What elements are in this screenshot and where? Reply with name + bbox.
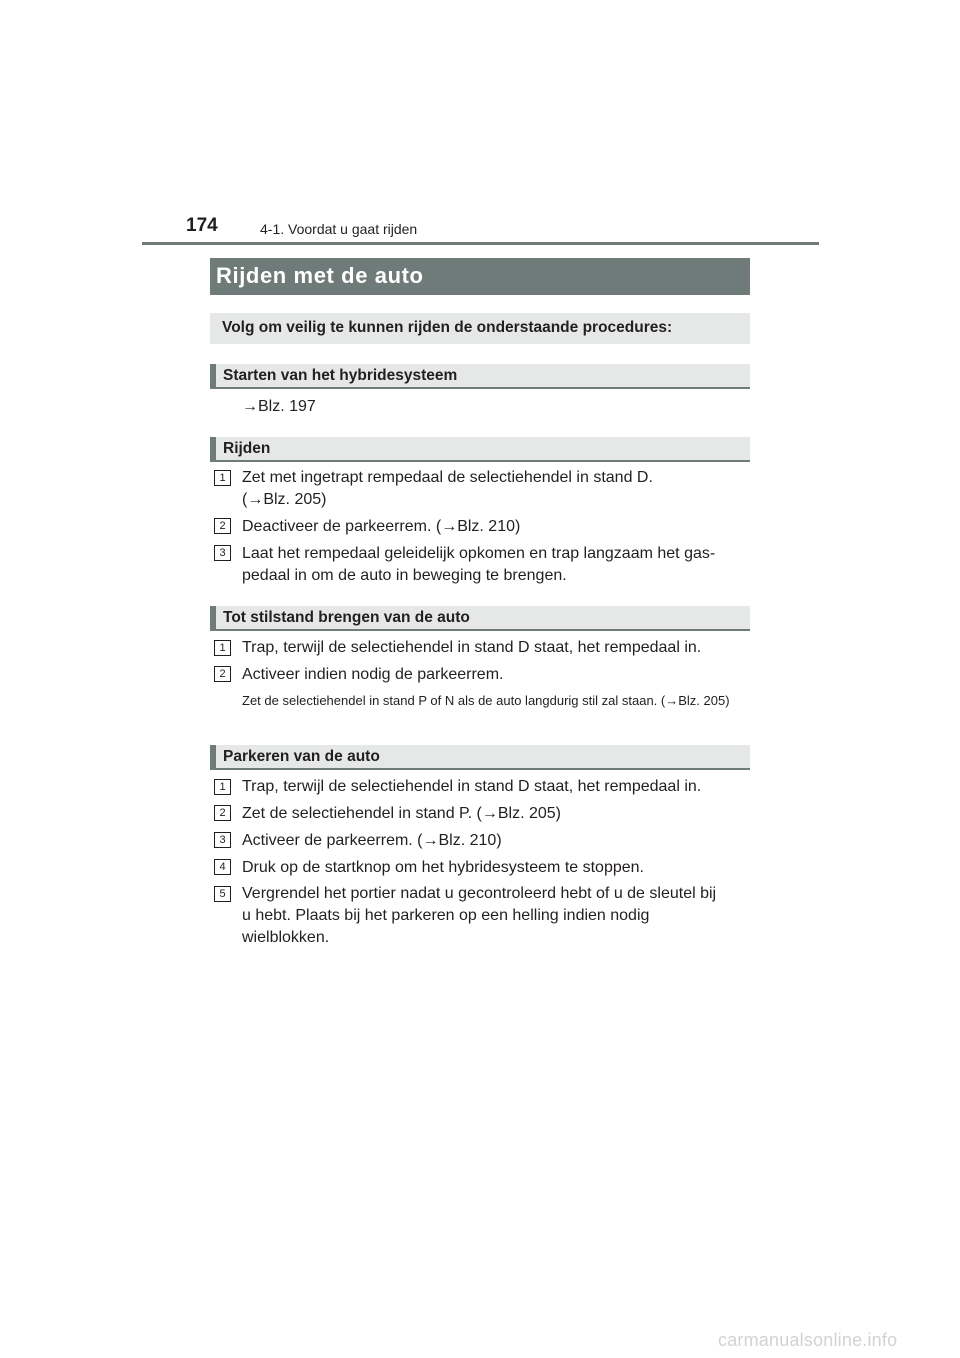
section-heading-stopping: Tot stilstand brengen van de auto xyxy=(210,606,750,631)
step-number-badge: 3 xyxy=(214,545,231,561)
step-number-badge: 1 xyxy=(214,640,231,656)
header-rule xyxy=(142,242,819,245)
step-text: Zet met ingetrapt rempedaal de selectiehendel in stand D. (→Blz. 205) xyxy=(242,469,653,508)
step-text: Zet de selectiehendel in stand P. (→Blz. 205) xyxy=(242,805,561,822)
step-text: Trap, terwijl de selectiehendel in stand D staat, het rempedaal in. xyxy=(242,778,702,795)
step-text: Trap, terwijl de selectiehendel in stand D staat, het rempedaal in. xyxy=(242,639,702,656)
intro-banner: Volg om veilig te kunnen rijden de onderstaande procedures: xyxy=(210,313,750,344)
page-reference-link[interactable]: →Blz. 197 xyxy=(242,398,316,415)
step-number-badge: 1 xyxy=(214,779,231,795)
step-number-badge: 4 xyxy=(214,859,231,875)
step-text: Activeer indien nodig de parkeerrem. xyxy=(242,666,504,683)
step-number-badge: 1 xyxy=(214,470,231,486)
note-text: Zet de selectiehendel in stand P of N als de auto langdurig stil zal staan. (→Blz. 205) xyxy=(242,693,730,708)
site-watermark: carmanualsonline.info xyxy=(718,1330,898,1350)
step-text: Activeer de parkeerrem. (→Blz. 210) xyxy=(242,832,502,849)
page-number: 174 xyxy=(186,215,218,236)
running-head-chapter: 4-1. Voordat u gaat rijden xyxy=(260,221,418,237)
section-heading-driving: Rijden xyxy=(210,437,750,462)
step-text: Laat het rempedaal geleidelijk opkomen en trap langzaam het gas- pedaal in om de auto in beweging te brengen. xyxy=(242,545,716,584)
step-number-badge: 2 xyxy=(214,518,231,534)
step-number-badge: 5 xyxy=(214,886,231,902)
section-heading-parking: Parkeren van de auto xyxy=(210,745,750,770)
step-number-badge: 2 xyxy=(214,805,231,821)
step-text: Deactiveer de parkeerrem. (→Blz. 210) xyxy=(242,518,521,535)
step-text: Druk op de startknop om het hybridesysteem te stoppen. xyxy=(242,859,644,876)
step-number-badge: 2 xyxy=(214,666,231,682)
page-title: Rijden met de auto xyxy=(210,258,750,295)
section-heading-starting: Starten van het hybridesysteem xyxy=(210,364,750,389)
step-number-badge: 3 xyxy=(214,832,231,848)
step-text: Vergrendel het portier nadat u gecontroleerd hebt of u de sleutel bij u hebt. Plaats bij het parkeren op een helling indien nodig wielblokken. xyxy=(242,885,717,946)
